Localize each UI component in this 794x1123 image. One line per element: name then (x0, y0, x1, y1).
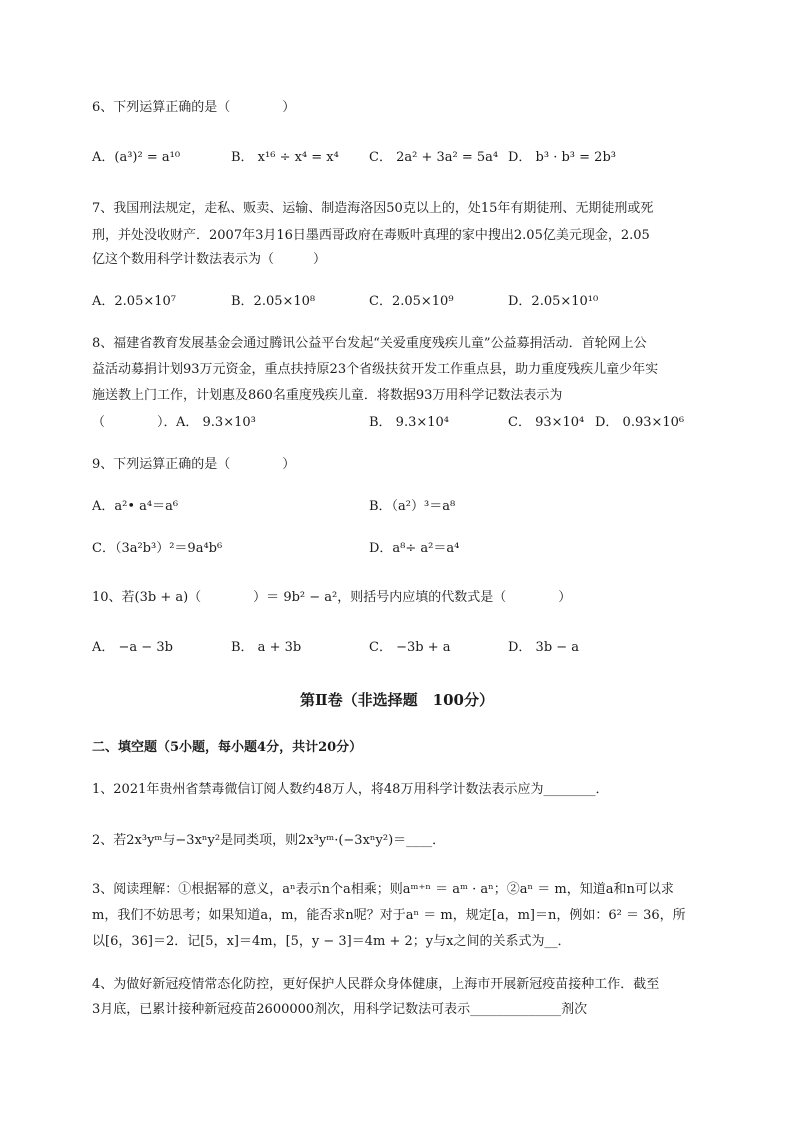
q9-option-b: B．（a²）³＝a⁸ (369, 499, 456, 514)
q6-option-d: D． b³ · b³ = 2b³ (508, 150, 616, 165)
q8-option-b: B． 9.3×10⁴ (369, 415, 450, 430)
q9-options-row-1 (92, 496, 732, 518)
q10-option-d: D． 3b − a (508, 640, 580, 655)
q7-line-2: 刑，并处没收财产．2007年3月16日墨西哥政府在毒贩叶真理的家中搜出2.05亿美元现金，2.05 (92, 228, 650, 243)
q7-line-1: 7、我国刑法规定，走私、贩卖、运输、制造海洛因50克以上的，处15年有期徒刑、无期徒刑或死 (92, 201, 654, 216)
q7-option-c: C．2.05×10⁹ (369, 294, 454, 309)
fill-q3-line-2: m，我们不妨思考；如果知道a，m，能否求n呢？对于aⁿ ＝ m，规定[a，m]＝n，例如：6² ＝ 36，所 (92, 908, 686, 923)
q10-option-a: A． −a − 3b (92, 640, 173, 655)
q8-line-3: 施送教上门工作，计划惠及860名重度残疾儿童．将数据93万用科学记数法表示为 (92, 388, 563, 403)
q10-option-b: B． a + 3b (231, 640, 302, 655)
fill-q4-line-1: 4、为做好新冠疫情常态化防控，更好保护人民群众身体健康，上海市开展新冠疫苗接种工作．截至 (92, 977, 660, 992)
q10-option-c: C． −3b + a (369, 640, 451, 655)
q7-line-3: 亿这个数用科学计数法表示为（ ） (92, 252, 327, 267)
q9-option-c: C．（3a²b³）²＝9a⁴b⁶ (92, 541, 223, 556)
q8-line-1: 8、福建省教育发展基金会通过腾讯公益平台发起“关爱重度残疾儿童”公益募捐活动．首轮网上公 (92, 336, 647, 351)
part2-title: 第Ⅱ卷（非选择题 100分） (300, 691, 494, 709)
q9-option-d: D．a⁸÷ a²＝a⁴ (369, 541, 460, 556)
q9-option-a: A．a²• a⁴＝a⁶ (92, 499, 179, 514)
section-fill-in-title: 二、填空题（5小题，每小题4分，共计20分） (92, 740, 363, 755)
q6-option-c: C． 2a² + 3a² = 5a⁴ (369, 150, 499, 165)
q8-option-d: D． 0.93×10⁶ (595, 415, 685, 430)
q9-options-row-2 (92, 538, 732, 560)
fill-q4-line-2: 3月底，已累计接种新冠疫苗2600000剂次，用科学记数法可表示______________剂次 (92, 1002, 588, 1017)
q6-options (92, 147, 732, 169)
q6-option-a: A．(a³)² = a¹⁰ (92, 150, 181, 165)
q10-options (92, 637, 732, 659)
q8-option-c: C． 93×10⁴ (508, 415, 585, 430)
q7-option-b: B．2.05×10⁸ (231, 294, 316, 309)
q9-stem: 9、下列运算正确的是（ ） (92, 457, 296, 472)
q6-stem: 6、下列运算正确的是（ ） (92, 100, 296, 115)
q6-option-b: B． x¹⁶ ÷ x⁴ = x⁴ (231, 150, 339, 165)
fill-q1: 1、2021年贵州省禁毒微信订阅人数约48万人，将48万用科学计数法表示应为________． (92, 782, 609, 797)
q7-options (92, 291, 732, 313)
q8-paren: （ ）． (92, 415, 177, 430)
fill-q3-line-3: 以[6，36]＝2．记[5，x]＝4m，[5，y − 3]＝4m + 2；y与x之间的关系式为__． (92, 934, 571, 949)
q8-options (92, 412, 732, 434)
q7-option-a: A．2.05×10⁷ (92, 294, 176, 309)
q8-line-2: 益活动募捐计划93万元资金，重点扶持原23个省级扶贫开发工作重点县，助力重度残疾儿童少年实 (92, 362, 659, 377)
fill-q2: 2、若2x³yᵐ与−3xⁿy²是同类项，则2x³yᵐ·(−3xⁿy²)＝____． (92, 833, 446, 848)
q10-stem: 10、若(3b + a)（ ）＝ 9b² − a²，则括号内应填的代数式是（ ） (92, 590, 572, 605)
q7-option-d: D．2.05×10¹⁰ (508, 294, 599, 309)
q8-option-a: A． 9.3×10³ (176, 415, 256, 430)
fill-q3-line-1: 3、阅读理解：①根据幂的意义，aⁿ表示n个a相乘；则aᵐ⁺ⁿ ＝ aᵐ · aⁿ；②aⁿ ＝ m，知道a和n可以求 (92, 882, 674, 897)
